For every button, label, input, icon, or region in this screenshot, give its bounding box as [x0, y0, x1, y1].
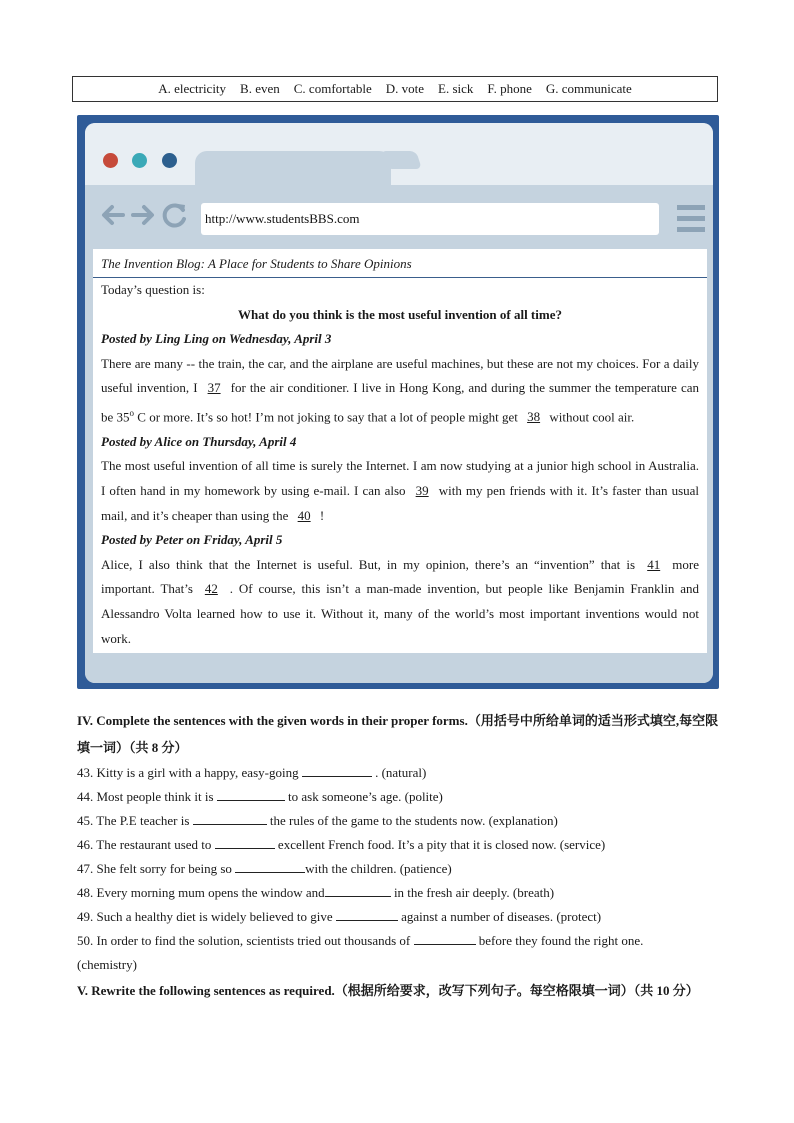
word-option: B. even [240, 81, 280, 96]
browser-illustration [77, 115, 719, 689]
url-text: http://www.studentsBBS.com [205, 211, 360, 226]
forward-arrow-icon [129, 201, 157, 229]
item-text: 50. In order to find the solution, scientists tried out thousands of [77, 933, 411, 948]
post-header: Posted by Peter on Friday, April 5 [101, 532, 283, 548]
tab-bar [85, 123, 713, 185]
post-text: C or more. It’s so hot! I’m not joking to say that a lot of people might get [137, 409, 518, 425]
post-body [101, 352, 699, 430]
answer-blank[interactable] [414, 930, 476, 945]
item-text: 49. Such a healthy diet is widely believed to give [77, 909, 333, 924]
word-bank [72, 76, 718, 102]
item-text: . (natural) [375, 765, 427, 780]
word-option: E. sick [438, 81, 474, 96]
post-body [101, 454, 699, 528]
browser-window [85, 123, 713, 683]
section-heading: V. Rewrite the following sentences as required.（根据所给要求，改写下列句子。每空格限填一词）（共 10 分） [77, 983, 699, 998]
degree-sign: o [129, 407, 135, 418]
item-text: with the children. (patience) [305, 861, 452, 876]
item-text: 47. She felt sorry for being so [77, 861, 232, 876]
post-header: Posted by Alice on Thursday, April 4 [101, 433, 297, 449]
url-bar [201, 203, 659, 235]
answer-blank[interactable] [215, 834, 275, 849]
item-text: to ask someone’s age. (polite) [288, 789, 443, 804]
exercise-item [77, 833, 719, 857]
exercise-item [77, 809, 719, 833]
word-option: F. phone [487, 81, 532, 96]
post-header: Posted by Ling Ling on Wednesday, April 3 [101, 331, 332, 347]
post-text: The most useful invention of all time is surely the Internet. I am now studying at a junior high school in Australia. I often hand in my homework by using e-mail. I can also [101, 458, 699, 499]
post-text: without cool air. [549, 409, 635, 425]
blank-40: 40 [297, 507, 311, 523]
section-heading: IV. Complete the sentences with the given words in their proper forms.（用括号中所给单词的适当形式填空,每空限填一词）（共 8 分） [77, 713, 719, 755]
item-text: excellent French food. It’s a pity that it is closed now. (service) [277, 837, 606, 852]
section-iv [77, 707, 719, 1004]
post-text: . Of course, this isn’t a man-made invention, but people like Benjamin Franklin and Alessandro Volta learned how to use it. Without it, many of the world’s most important inventions would not work. [101, 581, 700, 646]
post-text: There are many -- the train, the car, and the airplane are useful machines, but these are not my choices. For a daily useful invention, I [101, 355, 699, 396]
item-text: 45. The P.E teacher is [77, 813, 190, 828]
post-body [101, 553, 699, 651]
post-text: Alice, I also think that the Internet is useful. But, in my opinion, there’s an “invention” that is [101, 556, 636, 572]
answer-blank[interactable] [325, 882, 391, 897]
post-text: more important. That’s [101, 556, 700, 597]
answer-blank[interactable] [193, 810, 267, 825]
blank-37: 37 [207, 380, 221, 396]
answer-blank[interactable] [336, 906, 398, 921]
browser-footer [85, 653, 713, 683]
item-text: 43. Kitty is a girl with a happy, easy-going [77, 765, 299, 780]
nav-bar [85, 185, 713, 247]
word-option: C. comfortable [293, 81, 372, 96]
item-text: the rules of the game to the students now. (explanation) [269, 813, 558, 828]
item-50-tail: (chemistry) [77, 957, 137, 972]
word-option: G. communicate [545, 81, 632, 96]
item-text: before they found the right one. [478, 933, 644, 948]
blog-content [93, 249, 707, 653]
blank-38: 38 [527, 409, 541, 425]
refresh-icon [161, 201, 189, 229]
post-text: with my pen friends with it. It’s faster than usual mail, and it’s cheaper than using the [101, 483, 700, 523]
close-dot-icon [103, 153, 118, 168]
blank-42: 42 [204, 581, 218, 597]
maximize-dot-icon [162, 153, 177, 168]
menu-icon [677, 203, 705, 235]
minimize-dot-icon [132, 153, 147, 168]
blank-39: 39 [415, 483, 429, 499]
exercise-item [77, 761, 719, 785]
post-text: for the air conditioner. I live in Hong Kong, and during the summer the temperature can be 35 [101, 380, 700, 425]
item-text: 46. The restaurant used to [77, 837, 212, 852]
word-option: A. electricity [158, 81, 227, 96]
blank-41: 41 [647, 556, 661, 572]
answer-blank[interactable] [235, 858, 305, 873]
question-intro: Today’s question is: [101, 282, 205, 297]
new-tab-icon [380, 151, 422, 169]
exercise-item [77, 785, 719, 809]
question: What do you think is the most useful invention of all time? [238, 306, 562, 322]
exercise-item [77, 857, 719, 881]
post-text: ! [319, 507, 325, 523]
exercise-item [77, 929, 719, 953]
item-text: in the fresh air deeply. (breath) [393, 885, 555, 900]
item-text: 44. Most people think it is [77, 789, 214, 804]
item-text: 48. Every morning mum opens the window and [77, 885, 325, 900]
answer-blank[interactable] [217, 786, 285, 801]
exercise-item [77, 881, 719, 905]
back-arrow-icon [99, 201, 127, 229]
exercise-item [77, 905, 719, 929]
word-option: D. vote [385, 81, 425, 96]
item-text: against a number of diseases. (protect) [401, 909, 602, 924]
blog-title: The Invention Blog: A Place for Students to Share Opinions [93, 251, 707, 278]
active-tab [195, 151, 391, 185]
answer-blank[interactable] [302, 762, 372, 777]
